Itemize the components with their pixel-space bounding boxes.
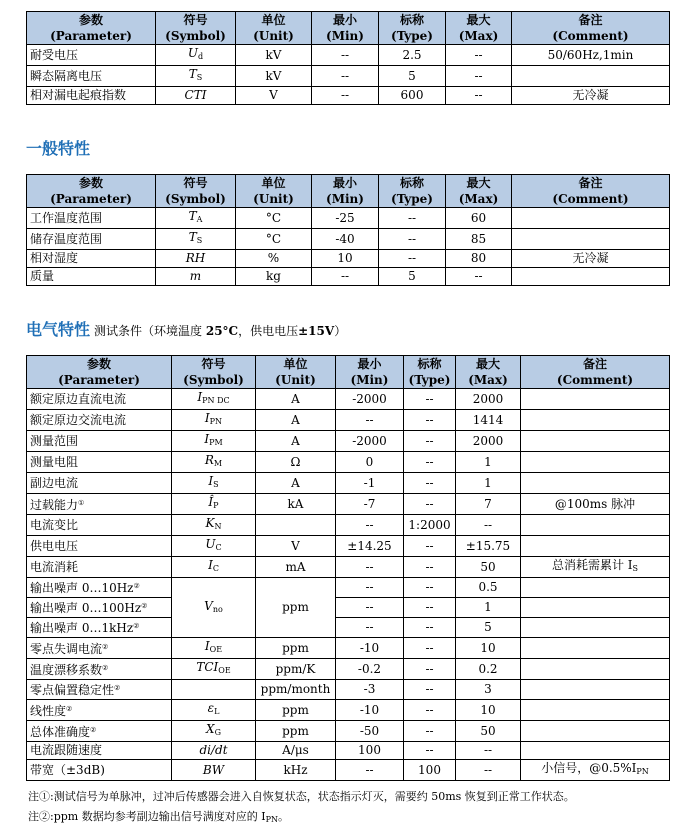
unit-cell: °C: [236, 208, 312, 229]
table-row: [27, 536, 670, 557]
param-cell: 电流消耗: [27, 557, 172, 578]
min-cell: -1: [336, 473, 404, 494]
table-row: [27, 250, 670, 268]
symbol-cell: $R_M$: [172, 452, 256, 473]
unit-cell: ppm/K: [256, 659, 336, 680]
min-cell: --: [312, 87, 379, 105]
max-cell: 2000: [456, 431, 521, 452]
unit-cell: ppm/month: [256, 680, 336, 700]
symbol-cell: $T_S$: [156, 66, 236, 87]
table-row: [27, 389, 670, 410]
max-cell: --: [456, 515, 521, 536]
comment-cell: [521, 536, 670, 557]
table-row: [27, 659, 670, 680]
param-cell: 质量: [27, 268, 156, 286]
min-cell: --: [336, 598, 404, 618]
type-cell: --: [404, 557, 456, 578]
max-cell: --: [446, 268, 512, 286]
unit-cell: [256, 515, 336, 536]
min-cell: -7: [336, 494, 404, 515]
unit-cell: ppm: [256, 638, 336, 659]
type-cell: --: [404, 638, 456, 659]
type-cell: 2.5: [379, 45, 446, 66]
symbol-cell: $K_N$: [172, 515, 256, 536]
table-row: [27, 229, 670, 250]
table-row: [27, 618, 670, 638]
unit-cell: A: [256, 431, 336, 452]
symbol-cell: $U_C$: [172, 536, 256, 557]
param-cell: 零点失调电流②: [27, 638, 172, 659]
symbol-cell: m: [156, 268, 236, 286]
max-cell: 10: [456, 638, 521, 659]
max-cell: 50: [456, 721, 521, 742]
unit-cell: kHz: [256, 760, 336, 781]
max-cell: --: [446, 66, 512, 87]
symbol-cell: $Î_P$: [172, 494, 256, 515]
min-cell: --: [312, 66, 379, 87]
unit-cell: A/μs: [256, 742, 336, 760]
type-cell: --: [404, 536, 456, 557]
max-cell: --: [456, 742, 521, 760]
max-cell: 7: [456, 494, 521, 515]
comment-cell: [521, 410, 670, 431]
symbol-cell: $U_d$: [156, 45, 236, 66]
unit-cell: A: [256, 389, 336, 410]
max-cell: 5: [456, 618, 521, 638]
comment-cell: [512, 66, 670, 87]
comment-cell: [521, 389, 670, 410]
unit-cell: %: [236, 250, 312, 268]
max-cell: ±15.75: [456, 536, 521, 557]
unit-cell: A: [256, 473, 336, 494]
symbol-cell: $\varepsilon_L$: [172, 700, 256, 721]
symbol-cell: $TCI_{OE}$: [172, 659, 256, 680]
param-cell: 输出噪声 0…100Hz②: [27, 598, 172, 618]
max-cell: 1: [456, 598, 521, 618]
symbol-cell: $I_C$: [172, 557, 256, 578]
min-cell: --: [336, 578, 404, 598]
symbol-cell: [172, 680, 256, 700]
type-cell: --: [379, 208, 446, 229]
param-cell: 测量范围: [27, 431, 172, 452]
min-cell: -0.2: [336, 659, 404, 680]
unit-cell: Ω: [256, 452, 336, 473]
min-cell: --: [336, 760, 404, 781]
max-cell: 85: [446, 229, 512, 250]
min-cell: --: [312, 45, 379, 66]
comment-cell: 50/60Hz,1min: [512, 45, 670, 66]
symbol-cell: $I_{PN DC}$: [172, 389, 256, 410]
min-cell: 100: [336, 742, 404, 760]
param-cell: 相对漏电起痕指数: [27, 87, 156, 105]
table-row: [27, 680, 670, 700]
comment-cell: [521, 742, 670, 760]
min-cell: -10: [336, 638, 404, 659]
comment-cell: [521, 659, 670, 680]
max-cell: 10: [456, 700, 521, 721]
symbol-cell: $T_S$: [156, 229, 236, 250]
min-cell: -10: [336, 700, 404, 721]
symbol-cell: $I_{PM}$: [172, 431, 256, 452]
unit-cell: kV: [236, 66, 312, 87]
type-cell: --: [404, 659, 456, 680]
comment-cell: 无冷凝: [512, 250, 670, 268]
min-cell: --: [336, 515, 404, 536]
param-cell: 测量电阻: [27, 452, 172, 473]
unit-cell: V: [256, 536, 336, 557]
max-cell: 60: [446, 208, 512, 229]
comment-cell: [512, 229, 670, 250]
table-header: 参数 (Parameter) 符号 (Symbol) 单位 (Unit) 最小 (Min) 标称 (Type) 最大 (Max) 备注 (Comment): [27, 356, 670, 389]
min-cell: -3: [336, 680, 404, 700]
max-cell: 1: [456, 452, 521, 473]
symbol-cell: BW: [172, 760, 256, 781]
param-cell: 零点偏置稳定性②: [27, 680, 172, 700]
max-cell: 1414: [456, 410, 521, 431]
test-conditions: 测试条件（环境温度 25°C，供电电压±15V）: [94, 324, 347, 338]
param-cell: 额定原边直流电流: [27, 389, 172, 410]
param-cell: 输出噪声 0…1kHz②: [27, 618, 172, 638]
type-cell: --: [379, 229, 446, 250]
symbol-cell: $I_{PN}$: [172, 410, 256, 431]
param-cell: 线性度②: [27, 700, 172, 721]
table-header: 参数 (Parameter) 符号 (Symbol) 单位 (Unit) 最小 (Min) 标称 (Type) 最大 (Max) 备注 (Comment): [27, 175, 670, 208]
param-cell: 额定原边交流电流: [27, 410, 172, 431]
min-cell: --: [336, 557, 404, 578]
comment-cell: 无冷凝: [512, 87, 670, 105]
comment-cell: [521, 721, 670, 742]
param-cell: 耐受电压: [27, 45, 156, 66]
max-cell: 0.2: [456, 659, 521, 680]
symbol-cell: $V_{no}$: [172, 578, 256, 638]
min-cell: ±14.25: [336, 536, 404, 557]
symbol-cell: $T_A$: [156, 208, 236, 229]
table-row: [27, 45, 670, 66]
type-cell: --: [379, 250, 446, 268]
type-cell: 100: [404, 760, 456, 781]
comment-cell: [521, 578, 670, 598]
type-cell: --: [404, 452, 456, 473]
type-cell: --: [404, 410, 456, 431]
param-cell: 工作温度范围: [27, 208, 156, 229]
table-row: [27, 515, 670, 536]
table-row: [27, 473, 670, 494]
min-cell: -2000: [336, 389, 404, 410]
min-cell: 10: [312, 250, 379, 268]
comment-cell: [521, 680, 670, 700]
comment-cell: [521, 473, 670, 494]
min-cell: --: [312, 268, 379, 286]
unit-cell: kA: [256, 494, 336, 515]
unit-cell: ppm: [256, 700, 336, 721]
comment-cell: [512, 208, 670, 229]
unit-cell: ppm: [256, 721, 336, 742]
comment-cell: [521, 515, 670, 536]
table-row: [27, 760, 670, 781]
table-electrical: [26, 355, 670, 781]
type-cell: 5: [379, 66, 446, 87]
table-general: [26, 174, 670, 286]
table-row: [27, 431, 670, 452]
type-cell: --: [404, 389, 456, 410]
type-cell: --: [404, 494, 456, 515]
table-row: [27, 742, 670, 760]
symbol-cell: di/dt: [172, 742, 256, 760]
table-row: [27, 700, 670, 721]
footnote-2: 注②:ppm 数据均参考副边输出信号满度对应的 $I_{PN}$。: [28, 810, 289, 824]
param-cell: 总体准确度②: [27, 721, 172, 742]
table-row: [27, 208, 670, 229]
comment-cell: [521, 638, 670, 659]
type-cell: --: [404, 578, 456, 598]
unit-cell: V: [236, 87, 312, 105]
max-cell: --: [446, 45, 512, 66]
max-cell: --: [456, 760, 521, 781]
unit-cell: kV: [236, 45, 312, 66]
table-header: 参数 (Parameter) 符号 (Symbol) 单位 (Unit) 最小 (Min) 标称 (Type) 最大 (Max) 备注 (Comment): [27, 12, 670, 45]
max-cell: --: [446, 87, 512, 105]
table-row: [27, 268, 670, 286]
table-row: [27, 87, 670, 105]
max-cell: 3: [456, 680, 521, 700]
max-cell: 2000: [456, 389, 521, 410]
type-cell: --: [404, 473, 456, 494]
footnote-1: 注①:测试信号为单脉冲，过冲后传感器会进入自恢复状态，状态指示灯灭，需要约 50ms 恢复到正常工作状态。: [28, 790, 575, 803]
table-row: [27, 494, 670, 515]
param-cell: 供电电压: [27, 536, 172, 557]
type-cell: --: [404, 680, 456, 700]
min-cell: -40: [312, 229, 379, 250]
symbol-cell: $X_G$: [172, 721, 256, 742]
max-cell: 0.5: [456, 578, 521, 598]
param-cell: 瞬态隔离电压: [27, 66, 156, 87]
param-cell: 储存温度范围: [27, 229, 156, 250]
max-cell: 80: [446, 250, 512, 268]
type-cell: --: [404, 700, 456, 721]
type-cell: 5: [379, 268, 446, 286]
table-row: [27, 598, 670, 618]
param-cell: 温度漂移系数②: [27, 659, 172, 680]
table-row: [27, 721, 670, 742]
comment-cell: [521, 598, 670, 618]
param-cell: 带宽（±3dB): [27, 760, 172, 781]
type-cell: --: [404, 721, 456, 742]
min-cell: -50: [336, 721, 404, 742]
type-cell: --: [404, 431, 456, 452]
table-insulation: [26, 11, 670, 105]
param-cell: 输出噪声 0…10Hz②: [27, 578, 172, 598]
min-cell: -25: [312, 208, 379, 229]
unit-cell: A: [256, 410, 336, 431]
comment-cell: 小信号，$@0.5\%I_{PN}$: [521, 760, 670, 781]
param-cell: 电流变比: [27, 515, 172, 536]
symbol-cell: $I_{OE}$: [172, 638, 256, 659]
table-row: [27, 578, 670, 598]
max-cell: 1: [456, 473, 521, 494]
comment-cell: [521, 618, 670, 638]
section-title-electrical: 电气特性 测试条件（环境温度 25°C，供电电压±15V）: [26, 320, 347, 339]
param-cell: 副边电流: [27, 473, 172, 494]
min-cell: 0: [336, 452, 404, 473]
comment-cell: [521, 431, 670, 452]
table-row: [27, 452, 670, 473]
param-cell: 相对湿度: [27, 250, 156, 268]
section-title-general: 一般特性: [26, 139, 91, 158]
type-cell: --: [404, 618, 456, 638]
min-cell: --: [336, 410, 404, 431]
table-row: [27, 557, 670, 578]
comment-cell: [521, 700, 670, 721]
comment-cell: [512, 268, 670, 286]
param-cell: 电流跟随速度: [27, 742, 172, 760]
type-cell: 600: [379, 87, 446, 105]
table-row: [27, 410, 670, 431]
unit-cell: mA: [256, 557, 336, 578]
symbol-cell: $I_S$: [172, 473, 256, 494]
symbol-cell: CTI: [156, 87, 236, 105]
table-row: [27, 66, 670, 87]
unit-cell: ppm: [256, 578, 336, 638]
min-cell: --: [336, 618, 404, 638]
type-cell: --: [404, 598, 456, 618]
table-row: [27, 638, 670, 659]
comment-cell: [521, 452, 670, 473]
unit-cell: kg: [236, 268, 312, 286]
type-cell: 1:2000: [404, 515, 456, 536]
comment-cell: @100ms 脉冲: [521, 494, 670, 515]
comment-cell: 总消耗需累计 $I_S$: [521, 557, 670, 578]
max-cell: 50: [456, 557, 521, 578]
min-cell: -2000: [336, 431, 404, 452]
unit-cell: °C: [236, 229, 312, 250]
type-cell: --: [404, 742, 456, 760]
param-cell: 过载能力①: [27, 494, 172, 515]
symbol-cell: RH: [156, 250, 236, 268]
